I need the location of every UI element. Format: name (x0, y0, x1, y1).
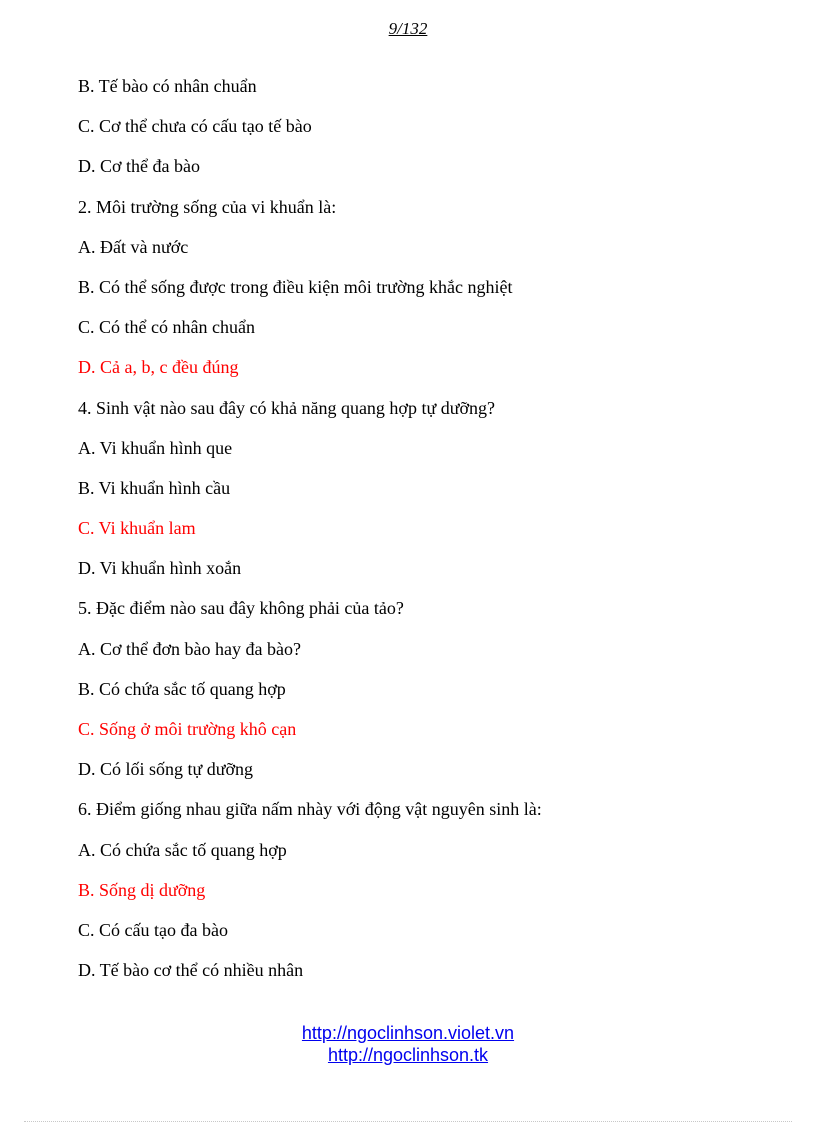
quiz-line: C. Có cấu tạo đa bào (78, 919, 228, 940)
quiz-content (78, 75, 778, 999)
page-bottom-divider (24, 1121, 792, 1122)
quiz-line: A. Đất và nước (78, 236, 189, 257)
quiz-line: B. Có thể sống được trong điều kiện môi trường khắc nghiệt (78, 276, 513, 297)
quiz-line: D. Cơ thể đa bào (78, 156, 200, 177)
quiz-correct-answer: C. Sống ở môi trường khô cạn (78, 719, 297, 739)
quiz-question: 6. Điểm giống nhau giữa nấm nhày với động vật nguyên sinh là: (78, 799, 542, 820)
quiz-correct-answer: C. Vi khuẩn lam (78, 518, 196, 539)
quiz-correct-answer: B. Sống dị dưỡng (78, 879, 206, 900)
quiz-question: 4. Sinh vật nào sau đây có khả năng quang hợp tự dưỡng? (78, 397, 495, 418)
quiz-line: A. Vi khuẩn hình que (78, 437, 233, 458)
quiz-question: 5. Đặc điểm nào sau đây không phải của tảo? (78, 598, 404, 619)
quiz-line: B. Có chứa sắc tố quang hợp (78, 678, 286, 699)
page-number: 9/132 (388, 19, 428, 38)
quiz-line: B. Tế bào có nhân chuẩn (78, 76, 257, 96)
footer-links (0, 1022, 816, 1066)
quiz-line: B. Vi khuẩn hình cầu (78, 477, 231, 498)
footer-link-violet[interactable]: http://ngoclinhson.violet.vn (301, 1023, 515, 1043)
footer-link-tk[interactable]: http://ngoclinhson.tk (327, 1045, 489, 1065)
quiz-line: A. Cơ thể đơn bào hay đa bào? (78, 638, 301, 659)
quiz-line: D. Có lối sống tự dưỡng (78, 759, 254, 780)
quiz-line: D. Vi khuẩn hình xoắn (78, 558, 242, 579)
quiz-line: D. Tế bào cơ thể có nhiều nhân (78, 960, 304, 981)
quiz-line: C. Có thể có nhân chuẩn (78, 317, 255, 338)
quiz-line: A. Có chứa sắc tố quang hợp (78, 839, 287, 860)
quiz-correct-answer: D. Cả a, b, c đều đúng (78, 357, 239, 378)
quiz-question: 2. Môi trường sống của vi khuẩn là: (78, 196, 337, 217)
quiz-line: C. Cơ thể chưa có cấu tạo tế bào (78, 116, 312, 137)
